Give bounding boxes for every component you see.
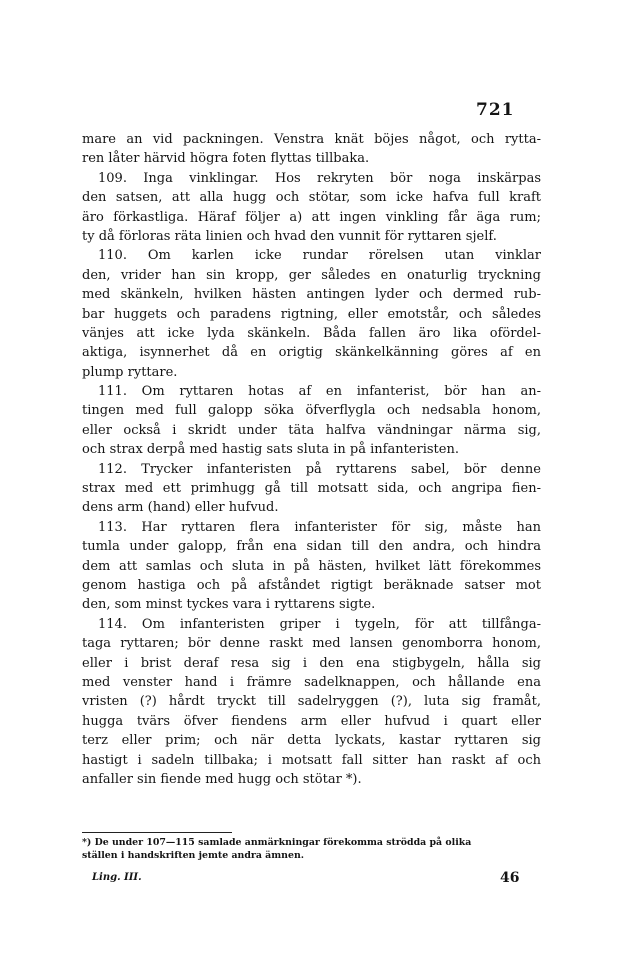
footnote-line: *) De under 107—115 samlade anmärkningar förekomma strödda på olika [82,837,472,848]
text-line: bar huggets och paradens rigtning, eller emotstår, och således [82,306,541,322]
footnote [82,836,541,862]
text-line: den, som minst tyckes vara i ryttarens sigte. [82,597,376,613]
text-line: tumla under galopp, från ena sidan till den andra, och hindra [82,539,541,555]
text-line: aktiga, isynnerhet då en origtig skänkelkänning göres af en [82,345,541,361]
body-text [82,130,541,789]
footnote-line: ställen i handskriften jemte andra ämnen. [82,850,305,861]
page-number: 721 [476,100,515,120]
text-line: vänjes att icke lyda skänkeln. Båda fallen äro lika ofördel- [82,325,541,341]
section-112-line: 112. Trycker infanteristen på ryttarens sabel, bör denne [98,461,541,477]
text-line: ty då förloras räta linien och hvad den vunnit för ryttaren sjelf. [82,228,497,244]
text-line: mare an vid packningen. Venstra knät böjes något, och rytta- [82,132,541,147]
text-line: den, vrider han sin kropp, ger således en onaturlig tryckning [82,267,541,283]
text-line: plump ryttare. [82,364,178,380]
text-line: med skänkeln, hvilken hästen antingen lyder och dermed rub- [82,287,541,303]
text-line: anfaller sin fiende med hugg och stötar *). [82,771,362,787]
sheet-number: 46 [500,870,520,886]
text-line: terz eller prim; och när detta lyckats, kastar ryttaren sig [82,733,541,749]
text-line: vristen (?) hårdt tryckt till sadelryggen (?), luta sig framåt, [82,694,541,710]
text-line: strax med ett primhugg gå till motsatt sida, och angripa fien- [82,481,541,497]
section-109-heading-line: 109. Inga vinklingar. Hos rekryten bör noga inskärpas [98,170,541,186]
section-114-line: 114. Om infanteristen griper i tygeln, för att tillfånga- [98,616,541,632]
text-line: dem att samlas och sluta in på hästen, hvilket lätt förekommes [82,558,541,574]
text-line: taga ryttaren; bör denne raskt med lansen genomborra honom, [82,636,541,652]
text-line: genom hastiga och på afståndet rigtigt beräknade satser mot [82,577,541,593]
text-line: tingen med full galopp söka öfverflygla och nedsabla honom, [82,403,541,419]
text-line: hastigt i sadeln tillbaka; i motsatt fall sitter han raskt af och [82,752,541,768]
section-111-line: 111. Om ryttaren hotas af en infanterist, bör han an- [98,384,541,400]
footnote-divider [82,832,232,833]
text-line: eller i brist deraf resa sig i den ena stigbygeln, hålla sig [82,655,541,671]
text-line: dens arm (hand) eller hufvud. [82,500,279,516]
text-line: den satsen, att alla hugg och stötar, som icke hafva full kraft [82,190,541,206]
text-line: hugga tvärs öfver fiendens arm eller hufvud i quart eller [82,713,541,729]
section-113-line: 113. Har ryttaren flera infanterister för sig, måste han [98,519,541,535]
text-line: och strax derpå med hastig sats sluta in på infanteristen. [82,442,459,458]
text-line: äro förkastliga. Häraf följer a) att ingen vinkling får äga rum; [82,209,541,225]
text-line: med venster hand i främre sadelknappen, och hållande ena [82,674,541,690]
section-110-line: 110. Om karlen icke rundar rörelsen utan vinklar [98,248,541,264]
text-line: eller också i skridt under täta halfva vändningar närma sig, [82,422,541,438]
text-line: ren låter härvid högra foten flyttas tillbaka. [82,151,370,167]
signature-mark: Ling. III. [92,872,142,883]
